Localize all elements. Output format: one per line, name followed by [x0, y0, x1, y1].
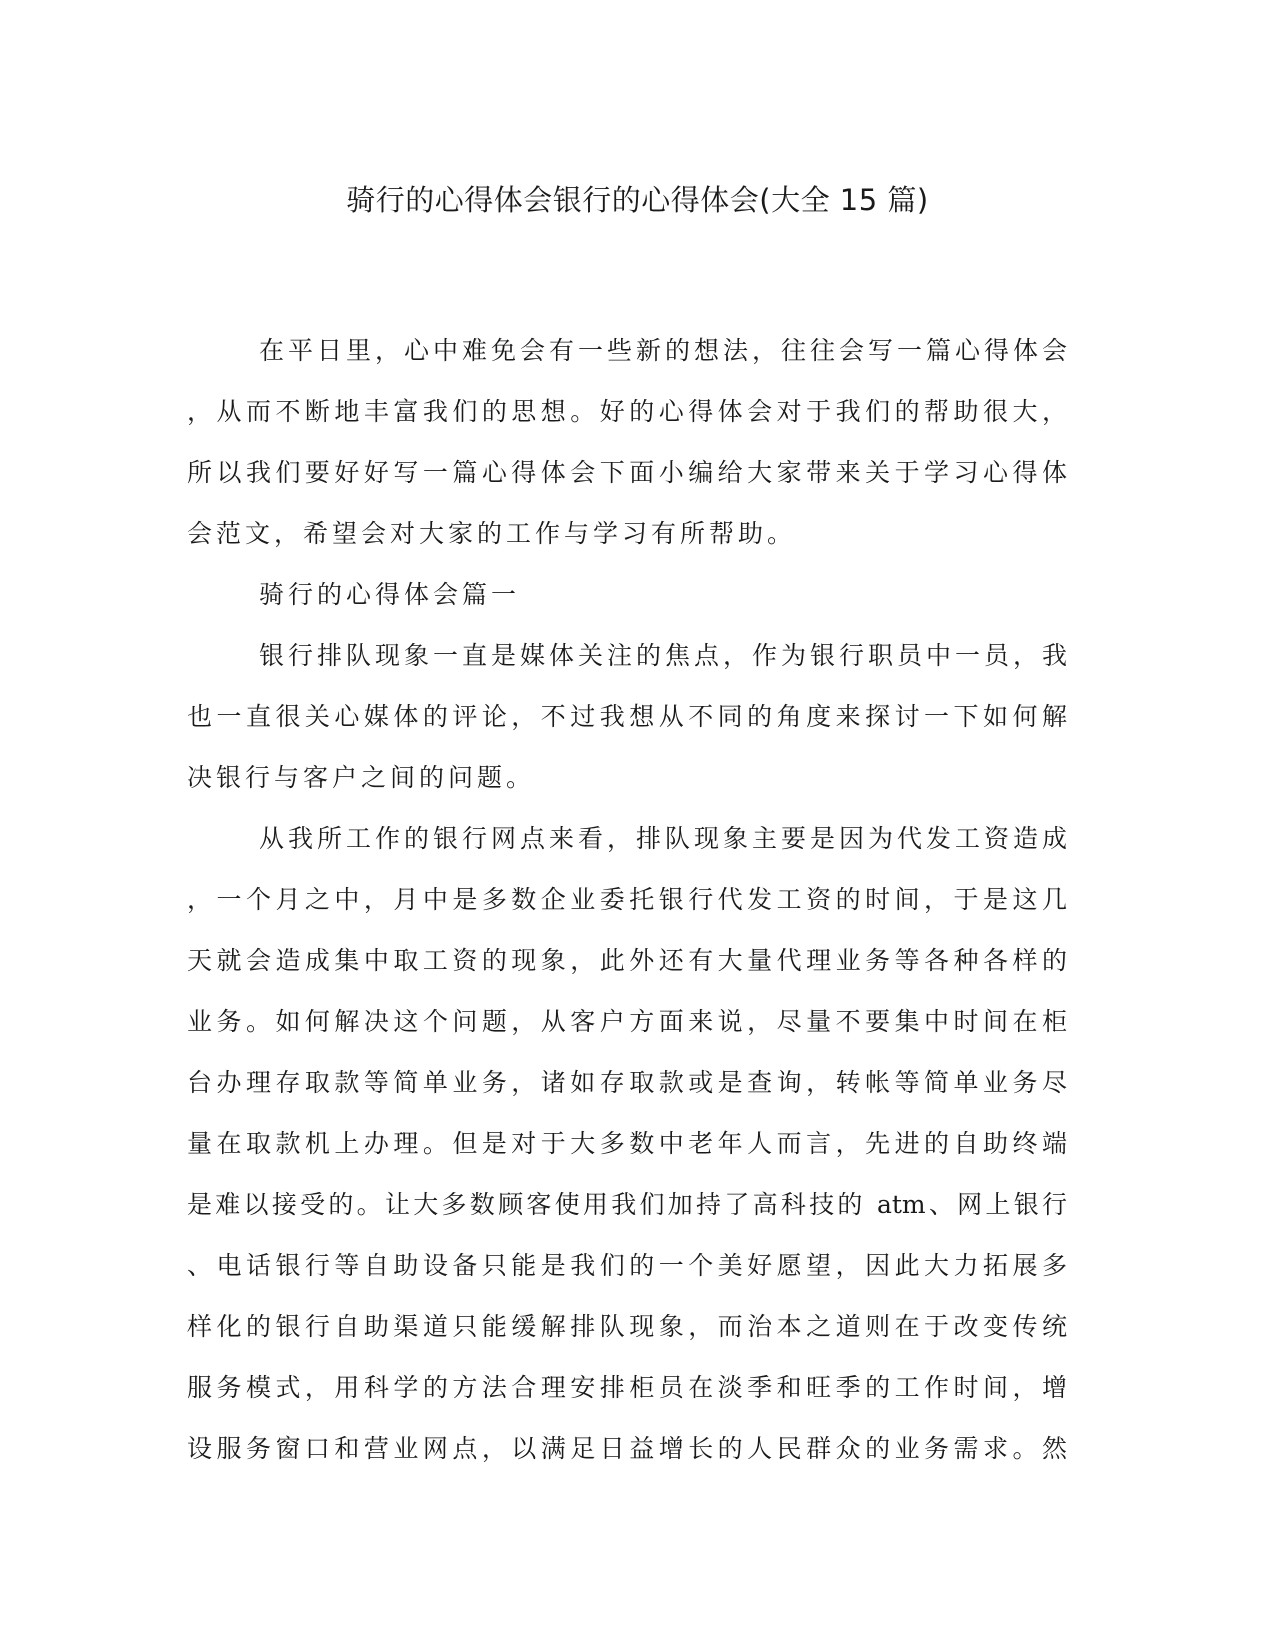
text-line: 在平日里，心中难免会有一些新的想法，往往会写一篇心得体会 — [259, 336, 1067, 365]
text-line: 天就会造成集中取工资的现象，此外还有大量代理业务等各种各样的 — [187, 946, 1067, 975]
text-line: 从我所工作的银行网点来看，排队现象主要是因为代发工资造成 — [259, 824, 1067, 853]
document-body — [187, 320, 1067, 1479]
text-line: 会范文，希望会对大家的工作与学习有所帮助。 — [187, 519, 797, 548]
text-line: 台办理存取款等简单业务，诸如存取款或是查询，转帐等简单业务尽 — [187, 1068, 1067, 1097]
text-line: 设服务窗口和营业网点，以满足日益增长的人民群众的业务需求。然 — [187, 1434, 1067, 1463]
text-line: 服务模式，用科学的方法合理安排柜员在淡季和旺季的工作时间，增 — [187, 1373, 1067, 1402]
text-line: 也一直很关心媒体的评论，不过我想从不同的角度来探讨一下如何解 — [187, 702, 1067, 731]
document-title: 骑行的心得体会银行的心得体会(大全 15 篇) — [346, 183, 929, 217]
text-line: 样化的银行自助渠道只能缓解排队现象，而治本之道则在于改变传统 — [187, 1312, 1067, 1341]
text-line: 量在取款机上办理。但是对于大多数中老年人而言，先进的自助终端 — [187, 1129, 1067, 1158]
text-line: ，一个月之中，月中是多数企业委托银行代发工资的时间，于是这几 — [187, 885, 1067, 914]
section-heading: 骑行的心得体会篇一 — [259, 580, 521, 609]
text-line: 所以我们要好好写一篇心得体会下面小编给大家带来关于学习心得体 — [187, 458, 1067, 487]
text-line: 业务。如何解决这个问题，从客户方面来说，尽量不要集中时间在柜 — [187, 1007, 1067, 1036]
text-line: 是难以接受的。让大多数顾客使用我们加持了高科技的 atm、网上银行 — [187, 1190, 1067, 1219]
text-line: 、电话银行等自助设备只能是我们的一个美好愿望，因此大力拓展多 — [187, 1251, 1067, 1280]
text-line: 银行排队现象一直是媒体关注的焦点，作为银行职员中一员，我 — [259, 641, 1067, 670]
text-line: ，从而不断地丰富我们的思想。好的心得体会对于我们的帮助很大， — [187, 397, 1067, 426]
text-line: 决银行与客户之间的问题。 — [187, 763, 536, 792]
